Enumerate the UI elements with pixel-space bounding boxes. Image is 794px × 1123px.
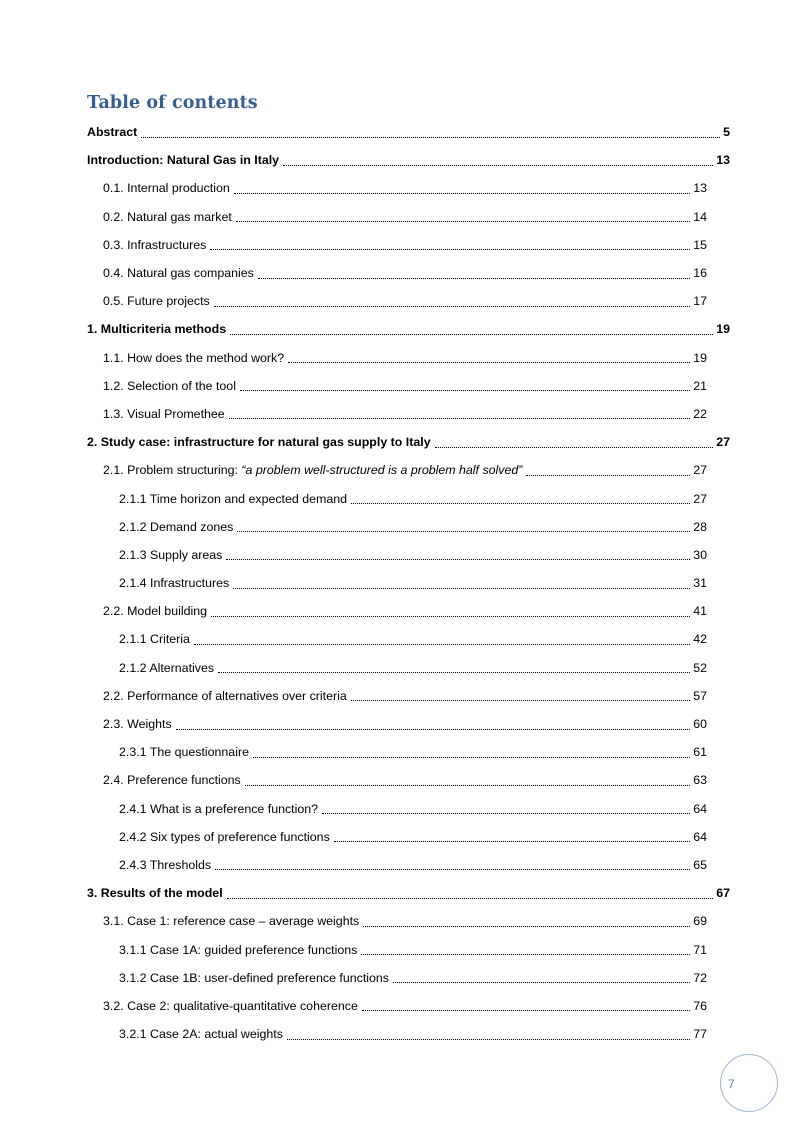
toc-entry-page: 57: [693, 688, 707, 703]
toc-entry[interactable]: [0, 964, 707, 992]
toc-entry-page: 19: [693, 350, 707, 365]
dot-leader: [526, 475, 690, 476]
toc-entry-page: 65: [693, 857, 707, 872]
toc-entry[interactable]: [0, 597, 707, 625]
toc-entry-label: 2.4.1 What is a preference function?: [119, 801, 319, 816]
toc-entry-label-emphasis: “a problem well-structured is a problem half solved”: [241, 463, 523, 478]
toc-entry-label: 0.3. Infrastructures: [103, 237, 207, 252]
toc-entry-label: 0.1. Internal production: [103, 181, 230, 196]
toc-entry-page: 16: [693, 266, 707, 281]
toc-entry-label: 2.4.2 Six types of preference functions: [119, 829, 330, 844]
toc-entry[interactable]: [0, 992, 707, 1020]
dot-leader: [141, 137, 720, 138]
toc-entry-label: 2.3.1 The questionnaire: [119, 745, 249, 760]
toc-entry-page: 17: [693, 294, 707, 309]
toc-entry[interactable]: [0, 174, 707, 202]
dot-leader: [240, 390, 690, 391]
toc-entry-label: 2.3. Weights: [103, 717, 172, 732]
toc-entry[interactable]: [0, 682, 707, 710]
toc-entry[interactable]: [0, 400, 707, 428]
toc-entry-page: 64: [693, 801, 707, 816]
toc-entry-label: 3.1. Case 1: reference case – average weights: [103, 914, 360, 929]
toc-entry-label: 2.1.2 Demand zones: [119, 519, 234, 534]
toc-entry-page: 41: [693, 604, 707, 619]
toc-entry-label: 2.4.3 Thresholds: [119, 857, 212, 872]
toc-entry-label: 3.1.2 Case 1B: user-defined preference functions: [119, 970, 390, 985]
toc-entry[interactable]: [0, 766, 707, 794]
toc-entry-page: 72: [693, 970, 707, 985]
toc-entry-page: 77: [693, 1027, 707, 1042]
toc-entry-label: 2.1.3 Supply areas: [119, 547, 223, 562]
dot-leader: [214, 306, 690, 307]
toc-entry[interactable]: [0, 823, 707, 851]
dot-leader: [230, 334, 713, 335]
toc-entry-label: Introduction: Natural Gas in Italy: [87, 153, 280, 168]
dot-leader: [258, 278, 690, 279]
toc-entry[interactable]: [0, 879, 730, 907]
dot-leader: [245, 785, 690, 786]
toc-entry[interactable]: [0, 259, 707, 287]
dot-leader: [237, 531, 690, 532]
toc-entry-label: 2.1.2 Alternatives: [119, 660, 215, 675]
toc-entry-page: 60: [693, 717, 707, 732]
toc-entry-label: 3.1.1 Case 1A: guided preference functions: [119, 942, 358, 957]
dot-leader: [287, 1039, 690, 1040]
toc-entry-page: 52: [693, 660, 707, 675]
toc-entry-page: 28: [693, 519, 707, 534]
dot-leader: [211, 616, 690, 617]
toc-entry[interactable]: [0, 569, 707, 597]
toc-entry-page: 63: [693, 773, 707, 788]
dot-leader: [322, 813, 690, 814]
toc-entry[interactable]: [0, 795, 707, 823]
toc-entry-label: 2.1.1 Criteria: [119, 632, 190, 647]
toc-entry[interactable]: [0, 625, 707, 653]
toc-entry-page: 15: [693, 237, 707, 252]
toc-entry-label: 1.1. How does the method work?: [103, 350, 285, 365]
toc-entry-page: 14: [693, 209, 707, 224]
toc-entry[interactable]: [0, 484, 707, 512]
toc-entry[interactable]: [0, 935, 707, 963]
toc-entry-page: 27: [693, 463, 707, 478]
dot-leader: [288, 362, 690, 363]
toc-entry-label: 0.4. Natural gas companies: [103, 266, 254, 281]
dot-leader: [283, 165, 713, 166]
dot-leader: [393, 982, 690, 983]
toc-entry-page: 42: [693, 632, 707, 647]
dot-leader: [210, 249, 690, 250]
toc-entry-label: 2.2. Model building: [103, 604, 208, 619]
toc-entry-page: 61: [693, 745, 707, 760]
toc-entry-label: 0.5. Future projects: [103, 294, 210, 309]
toc-entry[interactable]: [0, 654, 707, 682]
dot-leader: [351, 700, 690, 701]
toc-entry[interactable]: [0, 738, 707, 766]
dot-leader: [361, 954, 690, 955]
dot-leader: [229, 418, 691, 419]
toc-entry[interactable]: [0, 851, 707, 879]
toc-entry-page: 13: [693, 181, 707, 196]
toc-entry[interactable]: [0, 456, 707, 484]
dot-leader: [435, 447, 714, 448]
dot-leader: [363, 926, 690, 927]
dot-leader: [233, 588, 690, 589]
dot-leader: [351, 503, 690, 504]
toc-entry-page: 30: [693, 547, 707, 562]
toc-entry[interactable]: [0, 710, 707, 738]
toc-entry-page: 67: [716, 886, 730, 901]
toc-entry[interactable]: [0, 118, 730, 146]
toc-entry-page: 71: [693, 942, 707, 957]
toc-entry[interactable]: [0, 372, 707, 400]
toc-entry[interactable]: [0, 146, 730, 174]
dot-leader: [227, 898, 714, 899]
toc-entry-label: 2.4. Preference functions: [103, 773, 241, 788]
page-number: 7: [728, 1077, 735, 1091]
toc-entry-label: [103, 463, 522, 477]
toc-entry[interactable]: [0, 287, 707, 315]
toc-entry-label: 0.2. Natural gas market: [103, 209, 232, 224]
dot-leader: [176, 729, 691, 730]
toc-entry-label: 2.2. Performance of alternatives over criteria: [103, 688, 347, 703]
toc-entry[interactable]: [0, 541, 707, 569]
toc-entry[interactable]: [0, 344, 707, 372]
dot-leader: [226, 559, 690, 560]
toc-entry-page: 13: [716, 153, 730, 168]
toc-entry[interactable]: [0, 1020, 707, 1048]
toc-entry[interactable]: [0, 513, 707, 541]
toc-entry-page: 21: [693, 378, 707, 393]
dot-leader: [236, 221, 690, 222]
toc-entry-page: 5: [723, 125, 730, 140]
dot-leader: [362, 1010, 690, 1011]
toc-entry-label: 2. Study case: infrastructure for natural gas supply to Italy: [87, 435, 431, 450]
toc-entry-label: 1.3. Visual Promethee: [103, 406, 225, 421]
toc-entry[interactable]: [0, 428, 730, 456]
dot-leader: [194, 644, 690, 645]
toc-entry-label: 2.1.4 Infrastructures: [119, 576, 230, 591]
toc-entry-page: 69: [693, 914, 707, 929]
toc-entry-page: 27: [693, 491, 707, 506]
toc-entry-page: 64: [693, 829, 707, 844]
toc-entry-label: 3.2.1 Case 2A: actual weights: [119, 1027, 283, 1042]
toc-entry[interactable]: [0, 203, 707, 231]
toc-entry-page: 31: [693, 576, 707, 591]
toc-entry-label: Abstract: [87, 125, 138, 140]
dot-leader: [253, 757, 690, 758]
dot-leader: [234, 193, 690, 194]
toc-entry[interactable]: [0, 315, 730, 343]
dot-leader: [218, 672, 690, 673]
dot-leader: [334, 841, 690, 842]
dot-leader: [215, 869, 690, 870]
toc-entry[interactable]: [0, 907, 707, 935]
toc-entry-page: 22: [693, 406, 707, 421]
toc-entry-label: 1.2. Selection of the tool: [103, 378, 236, 393]
toc-entry-label: 3.2. Case 2: qualitative-quantitative coherence: [103, 998, 358, 1013]
toc-title: Table of contents: [87, 93, 258, 113]
table-of-contents: [0, 118, 794, 1048]
toc-entry[interactable]: [0, 231, 707, 259]
toc-entry-label: 2.1.1 Time horizon and expected demand: [119, 491, 347, 506]
toc-entry-page: 76: [693, 998, 707, 1013]
toc-entry-label-text: 2.1. Problem structuring:: [103, 463, 242, 478]
toc-entry-label: 1. Multicriteria methods: [87, 322, 227, 337]
toc-entry-page: 27: [716, 435, 730, 450]
toc-entry-label: 3. Results of the model: [87, 886, 223, 901]
toc-entry-page: 19: [716, 322, 730, 337]
